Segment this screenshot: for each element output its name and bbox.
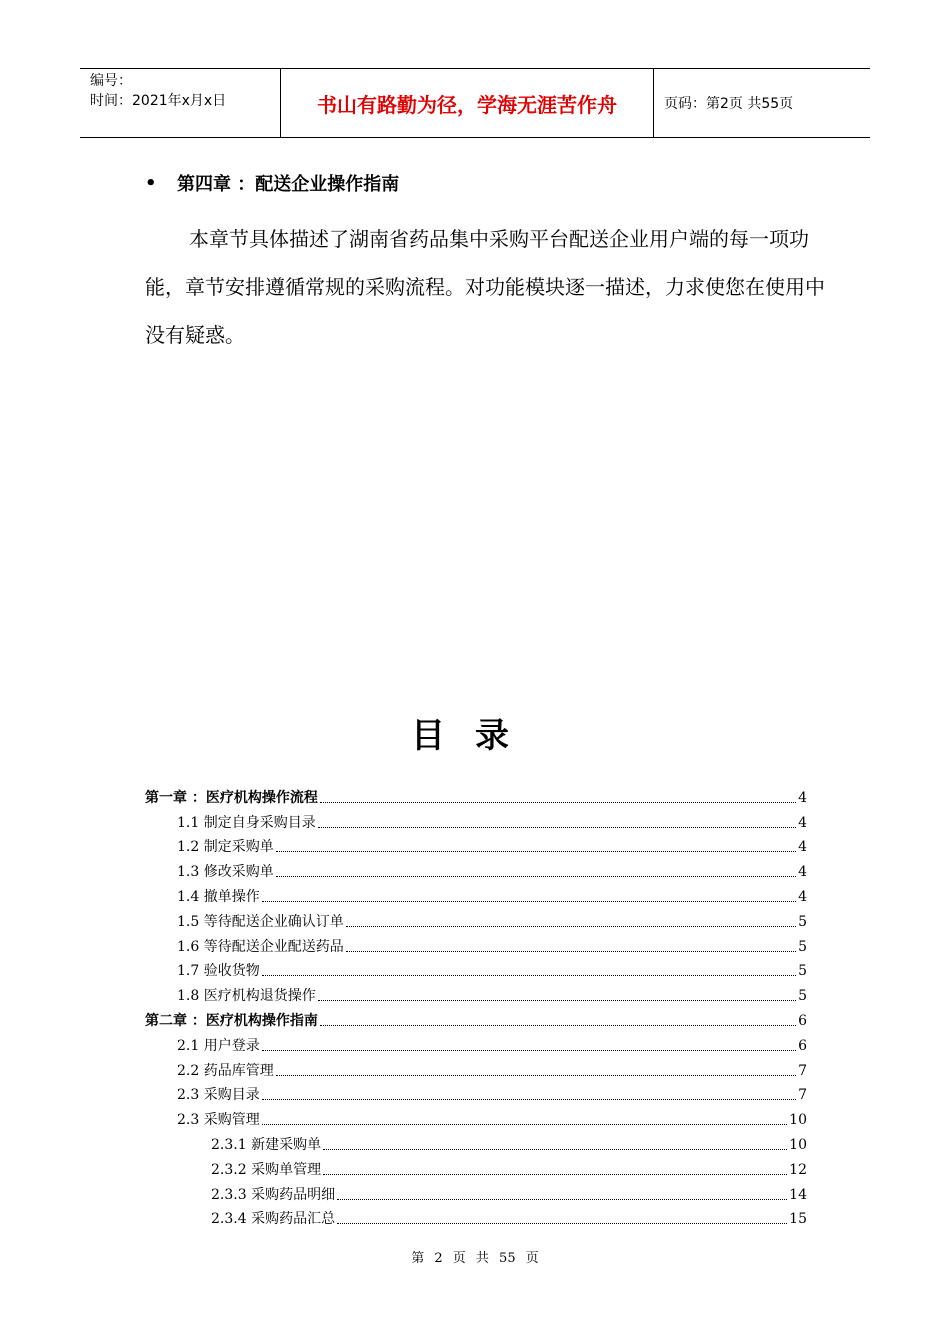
toc-entry[interactable] bbox=[145, 807, 807, 832]
toc-entry-text: 1.1 制定自身采购目录 bbox=[177, 814, 316, 831]
header-page-info: 页码：第2页 共55页 bbox=[664, 96, 794, 112]
toc-entry-page: 12 bbox=[789, 1161, 807, 1178]
toc-entry[interactable] bbox=[145, 1005, 807, 1030]
page-footer: 第 2 页 共 55 页 bbox=[411, 1251, 539, 1266]
toc-entry-page: 10 bbox=[789, 1112, 807, 1129]
toc-entry[interactable] bbox=[145, 906, 807, 931]
table-of-contents bbox=[145, 782, 807, 1228]
toc-leader bbox=[337, 1199, 787, 1200]
toc-entry-text: 2.3 采购管理 bbox=[177, 1112, 260, 1129]
toc-entry-text: 第二章 ：医疗机构操作指南 bbox=[145, 1012, 318, 1029]
toc-entry[interactable] bbox=[145, 881, 807, 906]
chapter-paragraph: 本章节具体描述了湖南省药品集中采购平台配送企业用户端的每一项功能，章节安排遵循常规的采购流程。对功能模块逐一描述，力求使您在使用中没有疑惑。 bbox=[145, 227, 825, 347]
toc-leader bbox=[346, 951, 796, 952]
toc-entry-page: 15 bbox=[789, 1211, 807, 1228]
toc-entry-page: 4 bbox=[798, 888, 807, 905]
toc-leader bbox=[262, 1050, 796, 1051]
toc-entry-text: 2.1 用户登录 bbox=[177, 1037, 260, 1054]
toc-entry[interactable] bbox=[145, 1104, 807, 1129]
toc-entry-page: 5 bbox=[798, 938, 807, 955]
toc-entry[interactable] bbox=[145, 980, 807, 1005]
bullet-icon: • bbox=[145, 172, 157, 194]
toc-leader bbox=[262, 901, 796, 902]
toc-leader bbox=[262, 1099, 796, 1100]
document-time-label: 时间：2021年x月x日 bbox=[90, 93, 227, 109]
toc-entry-text: 1.8 医疗机构退货操作 bbox=[177, 988, 316, 1005]
toc-entry-page: 14 bbox=[789, 1186, 807, 1203]
toc-entry[interactable] bbox=[145, 1129, 807, 1154]
toc-entry-text: 2.3 采购目录 bbox=[177, 1087, 260, 1104]
toc-entry-text: 第一章 ：医疗机构操作流程 bbox=[145, 789, 318, 806]
toc-entry[interactable] bbox=[145, 1080, 807, 1105]
toc-entry-page: 5 bbox=[798, 913, 807, 930]
toc-leader bbox=[346, 926, 796, 927]
toc-entry-page: 4 bbox=[798, 839, 807, 856]
toc-leader bbox=[276, 851, 796, 852]
page-header bbox=[80, 68, 870, 138]
toc-entry-page: 4 bbox=[798, 864, 807, 881]
toc-leader bbox=[262, 975, 796, 976]
toc-entry-page: 10 bbox=[789, 1136, 807, 1153]
toc-entry[interactable] bbox=[145, 956, 807, 981]
toc-entry-page: 4 bbox=[798, 814, 807, 831]
toc-entry-page: 5 bbox=[798, 963, 807, 980]
toc-entry-text: 2.3.4 采购药品汇总 bbox=[211, 1211, 336, 1228]
toc-leader bbox=[320, 1025, 796, 1026]
toc-entry-text: 2.3.3 采购药品明细 bbox=[211, 1186, 336, 1203]
toc-leader bbox=[337, 1223, 787, 1224]
toc-entry[interactable] bbox=[145, 1030, 807, 1055]
header-motto: 书山有路勤为径，学海无涯苦作舟 bbox=[281, 69, 654, 137]
toc-leader bbox=[276, 1075, 796, 1076]
chapter-heading bbox=[145, 170, 399, 196]
toc-entry-text: 1.2 制定采购单 bbox=[177, 839, 274, 856]
toc-entry[interactable] bbox=[145, 856, 807, 881]
toc-entry-text: 2.2 药品库管理 bbox=[177, 1062, 274, 1079]
chapter-title: 第四章 ：配送企业操作指南 bbox=[177, 174, 400, 195]
toc-leader bbox=[318, 1000, 796, 1001]
toc-leader bbox=[320, 802, 796, 803]
toc-entry-page: 5 bbox=[798, 988, 807, 1005]
toc-leader bbox=[262, 1124, 787, 1125]
toc-entry-page: 4 bbox=[798, 789, 807, 806]
toc-entry-text: 1.7 验收货物 bbox=[177, 963, 260, 980]
toc-leader bbox=[276, 876, 796, 877]
header-meta bbox=[80, 69, 281, 137]
toc-entry[interactable] bbox=[145, 832, 807, 857]
toc-entry-page: 7 bbox=[798, 1062, 807, 1079]
toc-entry-text: 1.4 撤单操作 bbox=[177, 888, 260, 905]
toc-entry-text: 2.3.1 新建采购单 bbox=[211, 1136, 322, 1153]
toc-entry-text: 1.6 等待配送企业配送药品 bbox=[177, 938, 344, 955]
toc-entry-page: 6 bbox=[798, 1037, 807, 1054]
toc-entry[interactable] bbox=[145, 1055, 807, 1080]
toc-entry-text: 2.3.2 采购单管理 bbox=[211, 1161, 322, 1178]
toc-leader bbox=[323, 1174, 787, 1175]
document-number-label: 编号： bbox=[90, 73, 132, 89]
toc-entry[interactable] bbox=[145, 931, 807, 956]
toc-entry[interactable] bbox=[145, 1179, 807, 1204]
toc-entry-text: 1.3 修改采购单 bbox=[177, 864, 274, 881]
toc-leader bbox=[323, 1149, 787, 1150]
toc-entry-page: 6 bbox=[798, 1012, 807, 1029]
toc-leader bbox=[318, 827, 796, 828]
toc-entry[interactable] bbox=[145, 1154, 807, 1179]
toc-entry-text: 1.5 等待配送企业确认订单 bbox=[177, 913, 344, 930]
toc-title: 目录 bbox=[411, 716, 539, 756]
toc-entry-page: 7 bbox=[798, 1087, 807, 1104]
toc-entry[interactable] bbox=[145, 782, 807, 807]
toc-entry[interactable] bbox=[145, 1204, 807, 1229]
